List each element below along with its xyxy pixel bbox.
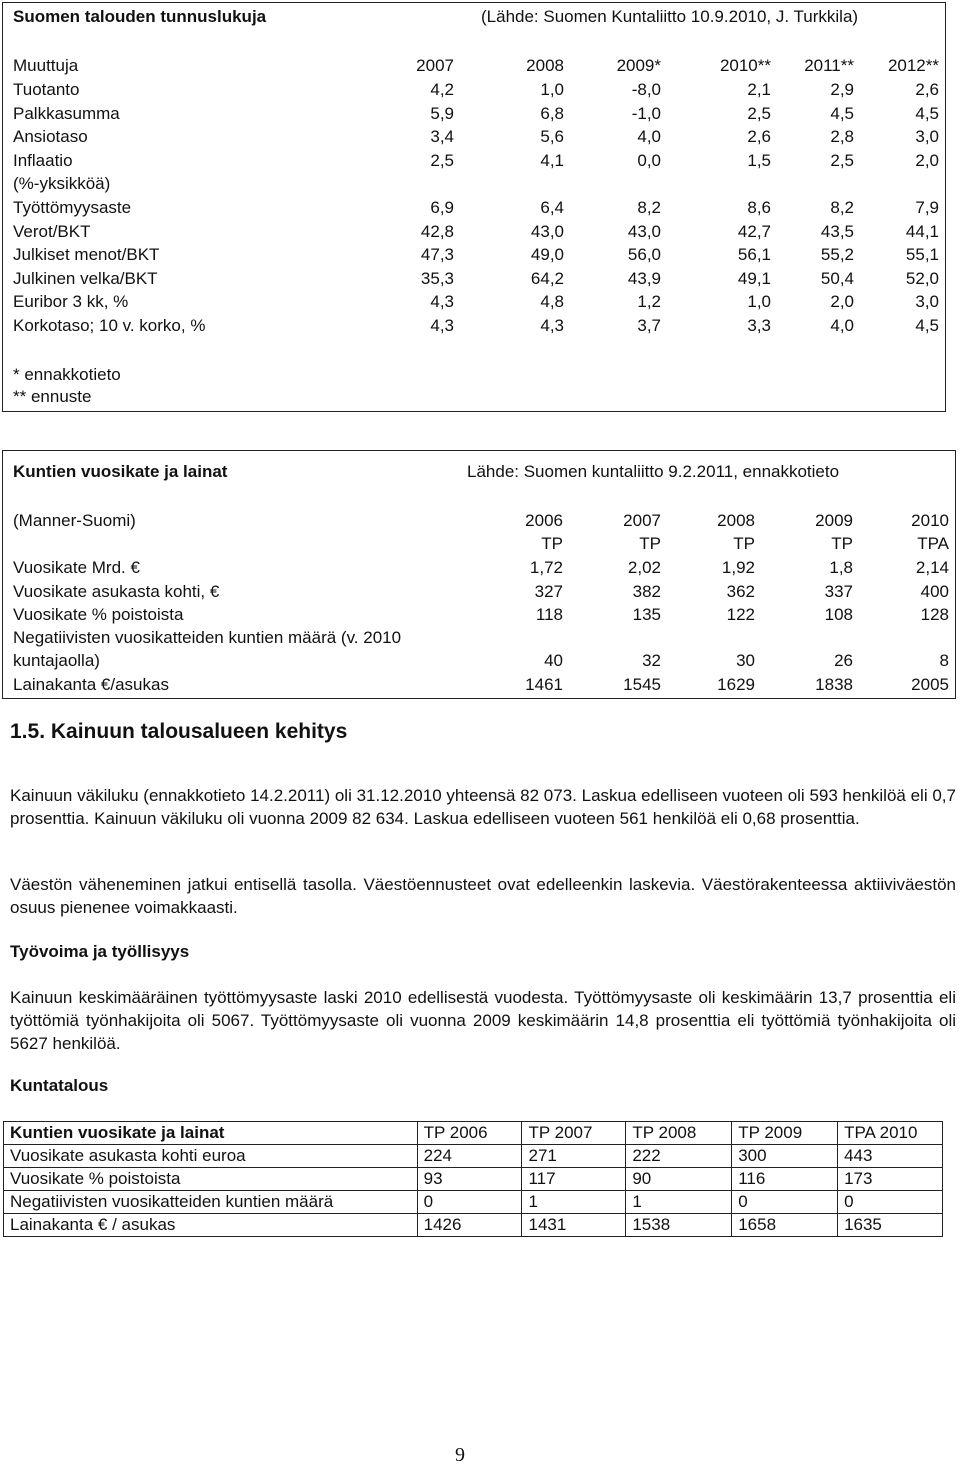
value-cell: 117 xyxy=(522,1168,626,1191)
value-cell: 382 xyxy=(632,581,661,601)
value-cell: 30 xyxy=(736,651,755,670)
row-label: (%-yksikköä) xyxy=(13,174,111,194)
value-cell: 2,6 xyxy=(747,127,771,147)
kainuu-row xyxy=(4,1191,943,1214)
value-cell: TP 2007 xyxy=(522,1122,626,1145)
municipal-region: (Manner-Suomi) xyxy=(13,511,136,530)
row-label: Palkkasumma xyxy=(13,103,120,123)
value-cell: 6,8 xyxy=(540,103,564,123)
value-cell: 1431 xyxy=(522,1214,626,1237)
municipal-row xyxy=(3,581,955,603)
value-cell: 4,3 xyxy=(430,316,454,335)
value-cell: 116 xyxy=(732,1168,838,1191)
value-cell: 2008 xyxy=(717,511,755,530)
value-cell: 55,2 xyxy=(820,245,854,265)
value-cell: 2,9 xyxy=(830,80,854,99)
value-cell: 300 xyxy=(732,1145,838,1168)
value-cell: TP 2009 xyxy=(732,1122,838,1145)
value-cell: 4,5 xyxy=(915,103,939,123)
row-label: Lainakanta €/asukas xyxy=(13,675,169,694)
economy-row xyxy=(3,150,945,172)
kainuu-row xyxy=(4,1145,943,1168)
value-cell: 2,5 xyxy=(747,103,771,123)
value-cell: TP xyxy=(831,534,853,553)
value-cell: 0 xyxy=(732,1191,838,1214)
row-label: Julkiset menot/BKT xyxy=(13,245,160,265)
value-cell: 1 xyxy=(522,1191,626,1214)
value-cell: 1838 xyxy=(815,675,853,694)
value-cell: 2,5 xyxy=(430,150,454,170)
economy-row xyxy=(3,173,945,195)
value-cell: 2010 xyxy=(911,511,949,530)
value-cell: 1635 xyxy=(838,1214,943,1237)
value-cell: 50,4 xyxy=(820,268,854,288)
value-cell: 8,6 xyxy=(747,198,771,217)
economy-row xyxy=(3,244,945,266)
value-cell: 271 xyxy=(522,1145,626,1168)
value-cell: 49,0 xyxy=(530,245,564,265)
value-cell: 7,9 xyxy=(915,198,939,217)
value-cell: 4,5 xyxy=(915,316,939,335)
value-cell: 2007 xyxy=(416,56,454,75)
row-label: Verot/BKT xyxy=(13,221,91,241)
value-cell: TP 2006 xyxy=(417,1122,522,1145)
municipal-economy-subheading: Kuntatalous xyxy=(10,1076,109,1095)
municipal-finance-box xyxy=(2,450,956,699)
economy-row xyxy=(3,315,945,337)
value-cell: 4,3 xyxy=(540,316,564,335)
value-cell: 122 xyxy=(726,605,755,625)
value-cell: 2,8 xyxy=(830,127,854,147)
value-cell: 49,1 xyxy=(737,268,771,288)
value-cell: 93 xyxy=(417,1168,522,1191)
municipal-row xyxy=(3,557,955,579)
value-cell: 90 xyxy=(626,1168,732,1191)
value-cell: 4,3 xyxy=(430,292,454,312)
type-row xyxy=(3,533,955,555)
value-cell: 1,0 xyxy=(540,80,564,99)
kainuu-row xyxy=(4,1168,943,1191)
value-cell: TP xyxy=(639,534,661,553)
value-cell: 118 xyxy=(535,605,563,625)
municipal-row xyxy=(3,604,955,626)
footnote-forecast: ** ennuste xyxy=(13,387,92,406)
row-label: Negatiivisten vuosikatteiden kuntien määrä xyxy=(4,1191,418,1214)
kainuu-finance-table xyxy=(3,1121,943,1237)
value-cell: 43,0 xyxy=(627,221,661,241)
value-cell: 47,3 xyxy=(420,245,454,265)
value-cell: 2007 xyxy=(623,511,661,530)
value-cell: 3,0 xyxy=(915,127,939,147)
value-cell: 128 xyxy=(920,605,949,625)
value-cell: 3,3 xyxy=(747,316,771,335)
value-cell: 443 xyxy=(838,1145,943,1168)
value-cell: 8,2 xyxy=(637,198,661,217)
economy-row xyxy=(3,221,945,243)
value-cell: 52,0 xyxy=(905,268,939,288)
value-cell: 327 xyxy=(534,581,563,601)
economy-header-row xyxy=(3,55,945,77)
value-cell: 0 xyxy=(417,1191,522,1214)
value-cell: 5,6 xyxy=(540,127,564,147)
economy-source: (Lähde: Suomen Kuntaliitto 10.9.2010, J. Turkkila) xyxy=(481,7,859,26)
value-cell: 4,5 xyxy=(830,103,854,123)
value-cell: 2006 xyxy=(525,511,563,530)
row-label: Ansiotaso xyxy=(13,127,88,147)
value-cell: TPA 2010 xyxy=(838,1122,943,1145)
value-cell: 1,8 xyxy=(829,558,853,577)
value-cell: 1461 xyxy=(525,675,563,694)
value-cell: TP xyxy=(733,534,755,553)
row-label: Inflaatio xyxy=(13,150,73,170)
value-cell: 3,0 xyxy=(915,292,939,312)
economy-row xyxy=(3,103,945,125)
value-cell: 135 xyxy=(632,605,661,625)
value-cell: 2,0 xyxy=(915,150,939,170)
value-cell: 43,9 xyxy=(627,268,661,288)
row-label: Euribor 3 kk, % xyxy=(13,292,129,312)
value-cell: 8 xyxy=(939,651,949,670)
value-cell: 1426 xyxy=(417,1214,522,1237)
row-label: Lainakanta € / asukas xyxy=(4,1214,418,1237)
kainuu-row xyxy=(4,1214,943,1237)
value-cell: TP xyxy=(541,534,563,553)
municipal-source: Lähde: Suomen kuntaliitto 9.2.2011, ennakkotieto xyxy=(467,462,840,481)
value-cell: 32 xyxy=(642,651,661,670)
value-cell: -8,0 xyxy=(631,80,661,99)
negative-row xyxy=(3,650,955,672)
value-cell: 43,5 xyxy=(820,221,854,241)
value-cell: 337 xyxy=(824,581,853,601)
value-cell: 108 xyxy=(824,605,853,625)
value-cell: 1,0 xyxy=(747,292,771,312)
value-cell: 3,7 xyxy=(637,316,661,335)
row-label: Julkinen velka/BKT xyxy=(13,268,158,288)
value-cell: 1,5 xyxy=(747,150,771,170)
row-label: Korkotaso; 10 v. korko, % xyxy=(13,316,206,335)
row-label: kuntajaolla) xyxy=(13,651,100,670)
value-cell: TP 2008 xyxy=(626,1122,732,1145)
value-cell: 42,8 xyxy=(420,221,454,241)
value-cell: 2,02 xyxy=(627,558,661,577)
economy-row xyxy=(3,268,945,290)
row-label: Vuosikate % poistoista xyxy=(13,605,184,625)
economy-row xyxy=(3,291,945,313)
value-cell: 2,5 xyxy=(830,150,854,170)
negative-row-label xyxy=(3,627,955,649)
footnote-preliminary: * ennakkotieto xyxy=(13,365,121,384)
value-cell: 26 xyxy=(834,651,853,670)
value-cell: -1,0 xyxy=(631,103,661,123)
page-number: 9 xyxy=(455,1444,465,1466)
value-cell: 1 xyxy=(626,1191,732,1214)
value-cell: 2,14 xyxy=(915,558,949,577)
value-cell: 2012** xyxy=(887,56,939,75)
value-cell: 173 xyxy=(838,1168,943,1191)
row-label: Vuosikate asukasta kohti, € xyxy=(13,581,220,601)
row-label: Muuttuja xyxy=(13,56,79,75)
value-cell: 42,7 xyxy=(737,221,771,241)
value-cell: 1,2 xyxy=(637,292,661,312)
value-cell: 1629 xyxy=(717,675,755,694)
kainuu-header-row xyxy=(4,1122,943,1145)
row-label: Tuotanto xyxy=(13,80,80,99)
value-cell: 1658 xyxy=(732,1214,838,1237)
municipal-title: Kuntien vuosikate ja lainat xyxy=(13,462,228,481)
value-cell: 2009* xyxy=(616,56,661,75)
row-label: Vuosikate asukasta kohti euroa xyxy=(4,1145,418,1168)
value-cell: 40 xyxy=(544,651,563,670)
loan-row xyxy=(3,674,955,696)
value-cell: 44,1 xyxy=(905,221,939,241)
population-trend-paragraph: Väestön väheneminen jatkui entisellä tasolla. Väestöennusteet ovat edelleenkin laskevia. Väestörakenteessa aktiiviväestön osuus pienenee voimakkaasti. xyxy=(10,875,956,917)
year-row xyxy=(3,510,955,532)
economy-row xyxy=(3,126,945,148)
value-cell: 1545 xyxy=(623,675,661,694)
value-cell: 55,1 xyxy=(905,245,939,265)
value-cell: 4,8 xyxy=(540,292,564,312)
section-heading: 1.5. Kainuun talousalueen kehitys xyxy=(10,720,348,743)
row-label: Kuntien vuosikate ja lainat xyxy=(4,1122,418,1145)
economy-row xyxy=(3,79,945,101)
row-label: Työttömyysaste xyxy=(13,198,132,217)
value-cell: 0 xyxy=(838,1191,943,1214)
economy-row xyxy=(3,197,945,219)
value-cell: 2008 xyxy=(526,56,564,75)
value-cell: 400 xyxy=(920,581,949,601)
value-cell: 43,0 xyxy=(530,221,564,241)
value-cell: 2,1 xyxy=(747,80,771,99)
value-cell: 222 xyxy=(626,1145,732,1168)
value-cell: 35,3 xyxy=(420,268,454,288)
value-cell: 8,2 xyxy=(830,198,854,217)
row-label: Vuosikate % poistoista xyxy=(4,1168,418,1191)
employment-subheading: Työvoima ja työllisyys xyxy=(10,942,190,961)
value-cell: 4,1 xyxy=(540,150,564,170)
value-cell: 4,2 xyxy=(430,80,454,99)
economy-indicators-box xyxy=(2,2,946,412)
value-cell: 2,6 xyxy=(915,80,939,99)
value-cell: 56,0 xyxy=(627,245,661,265)
value-cell: 6,4 xyxy=(540,198,564,217)
value-cell: 1,72 xyxy=(529,558,563,577)
value-cell: 1,92 xyxy=(721,558,755,577)
row-label: Negatiivisten vuosikatteiden kuntien määrä (v. 2010 xyxy=(13,628,402,647)
value-cell: 6,9 xyxy=(430,198,454,217)
value-cell: 64,2 xyxy=(530,268,564,288)
value-cell: 1538 xyxy=(626,1214,732,1237)
value-cell: 2005 xyxy=(911,675,949,694)
economy-title: Suomen talouden tunnuslukuja xyxy=(13,7,267,26)
value-cell: 4,0 xyxy=(637,127,661,147)
value-cell: TPA xyxy=(917,534,949,553)
value-cell: 56,1 xyxy=(737,245,771,265)
value-cell: 0,0 xyxy=(637,150,661,170)
value-cell: 2010** xyxy=(719,56,771,75)
population-paragraph: Kainuun väkiluku (ennakkotieto 14.2.2011) oli 31.12.2010 yhteensä 82 073. Laskua edelliseen vuoteen oli 593 henkilöä eli 0,7 prosenttia. Kainuun väkiluku oli vuonna 2009 82 634. Laskua edelliseen vuoteen 561 henkilöä eli 0,68 prosenttia. xyxy=(10,786,956,828)
row-label: Vuosikate Mrd. € xyxy=(13,558,140,577)
value-cell: 362 xyxy=(726,581,755,601)
value-cell: 2,0 xyxy=(830,292,854,312)
value-cell: 3,4 xyxy=(430,127,454,147)
value-cell: 4,0 xyxy=(830,316,854,335)
employment-paragraph: Kainuun keskimääräinen työttömyysaste laski 2010 edellisestä vuodesta. Työttömyysaste oli keskimäärin 13,7 prosenttia eli työttömiä työnhakijoita oli 5067. Työttömyysaste oli vuonna 2009 keskimäärin 14,8 prosenttia eli työttömiä työnhakijoita oli 5627 henkilöä. xyxy=(10,988,956,1053)
value-cell: 2009 xyxy=(815,511,853,530)
value-cell: 224 xyxy=(417,1145,522,1168)
value-cell: 2011** xyxy=(804,56,854,75)
value-cell: 5,9 xyxy=(430,103,454,123)
